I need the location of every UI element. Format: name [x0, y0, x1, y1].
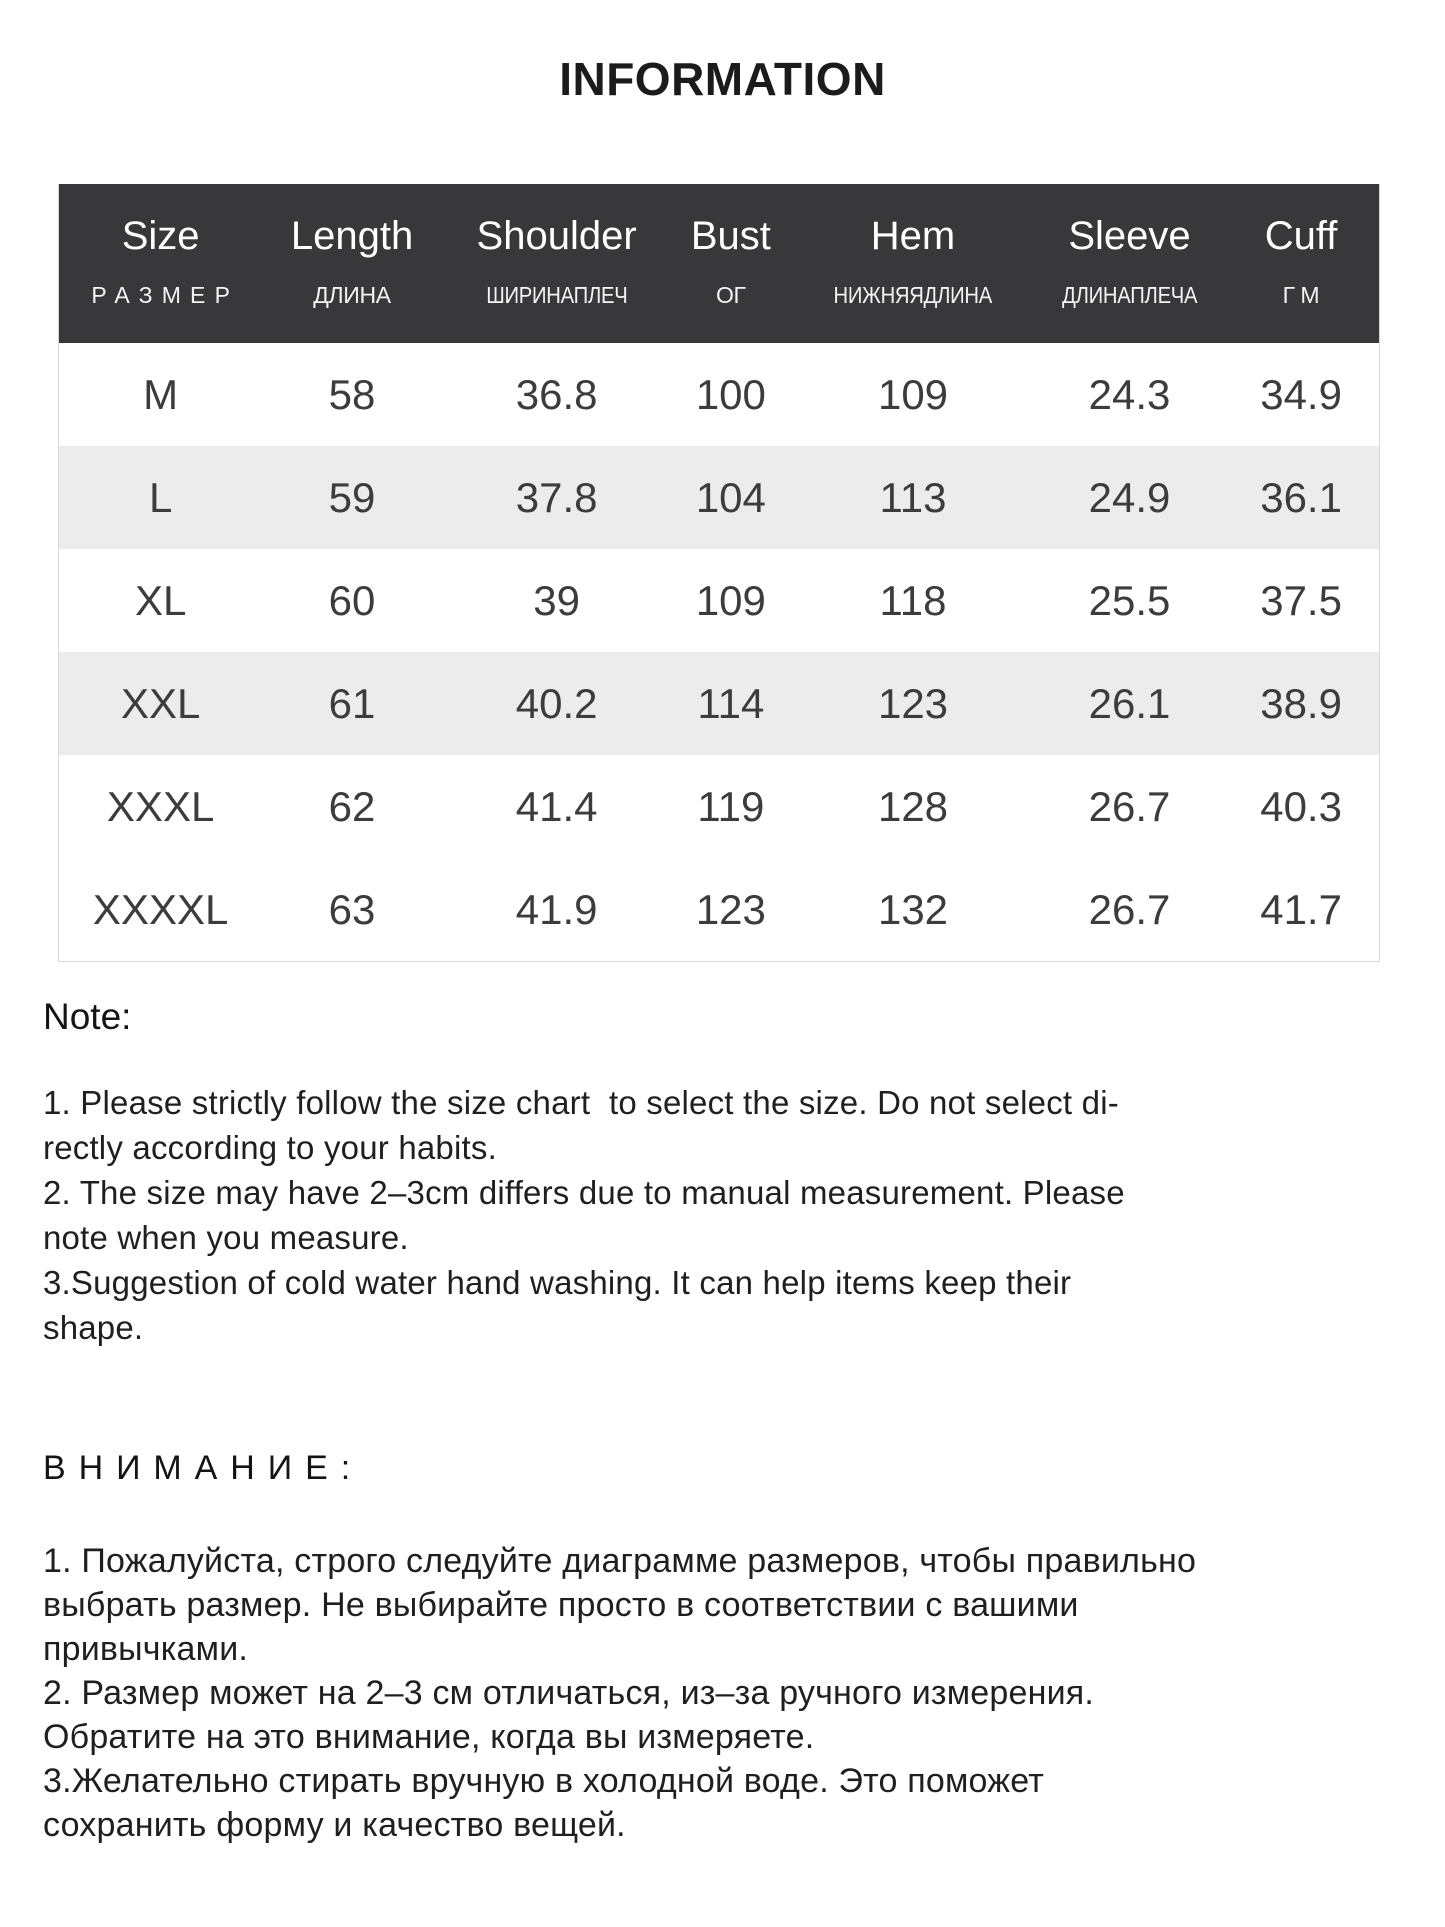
value-cell: 132 [877, 885, 949, 933]
table-row-l [59, 446, 1379, 549]
note-line: 1. Пожалуйста, строго следуйте диаграмме размеров, чтобы правильно [43, 1542, 1197, 1580]
note-line: rectly according to your habits. [43, 1129, 497, 1166]
note-line: выбрать размер. Не выбирайте просто в соответствии с вашими [43, 1586, 1079, 1624]
note-line: shape. [43, 1309, 144, 1346]
value-cell: 26.1 [1088, 679, 1171, 727]
notes-heading-en: Note: [43, 996, 132, 1037]
column-header-length [262, 184, 442, 343]
column-header-cuff [1223, 184, 1379, 343]
header-label-ru: ОГ [715, 282, 746, 308]
value-cell: 61 [328, 679, 376, 727]
table-row-xl [59, 549, 1379, 652]
note-line: 2. Размер может на 2–3 см отличаться, из–за ручного измерения. [43, 1674, 1095, 1712]
value-cell: 36.8 [515, 370, 598, 418]
value-cell: 63 [328, 885, 376, 933]
value-cell: 36.1 [1260, 473, 1342, 521]
value-cell: 25.5 [1088, 576, 1171, 624]
header-label-en: Bust [690, 214, 771, 258]
value-cell: 41.9 [515, 885, 598, 933]
note-line: Обратите на это внимание, когда вы измеряете. [43, 1718, 815, 1756]
value-cell: 58 [328, 370, 376, 418]
header-label-ru: ШИРИНАПЛЕЧ [486, 282, 628, 308]
value-cell: 109 [877, 370, 949, 418]
value-cell: 41.4 [515, 782, 598, 830]
value-cell: 59 [328, 473, 376, 521]
note-line: note when you measure. [43, 1219, 409, 1256]
value-cell: 37.8 [515, 473, 598, 521]
header-label-ru: НИЖНЯЯДЛИНА [833, 282, 993, 308]
size-chart [59, 184, 1379, 961]
table-row-xxxxl [59, 858, 1379, 961]
column-header-size [59, 184, 262, 343]
value-cell: 37.5 [1260, 576, 1342, 624]
value-cell: 26.7 [1088, 782, 1171, 830]
header-label-en: Length [290, 214, 414, 258]
table-body [59, 343, 1379, 961]
value-cell: 104 [695, 473, 766, 521]
size-cell: XL [134, 576, 187, 624]
table-row-xxl [59, 652, 1379, 755]
table-row-m [59, 343, 1379, 446]
value-cell: 38.9 [1260, 679, 1342, 727]
column-header-shoulder [442, 184, 672, 343]
column-header-hem [790, 184, 1036, 343]
header-label-ru: ДЛИНА [313, 282, 391, 308]
header-label-en: Size [121, 214, 200, 258]
note-line: 1. Please strictly follow the size chart to select the size. Do not select di- [43, 1084, 1119, 1121]
size-cell: XXXL [106, 782, 215, 830]
value-cell: 41.7 [1260, 885, 1342, 933]
value-cell: 24.9 [1088, 473, 1171, 521]
value-cell: 109 [695, 576, 766, 624]
value-cell: 39 [533, 576, 580, 624]
notes-section-en [43, 995, 1393, 1350]
value-cell: 26.7 [1088, 885, 1171, 933]
value-cell: 60 [328, 576, 376, 624]
size-cell: XXL [120, 679, 201, 727]
notes-section-ru [43, 1446, 1403, 1847]
page-title: INFORMATION [559, 53, 886, 105]
size-cell: L [148, 473, 173, 521]
value-cell: 123 [877, 679, 949, 727]
header-label-en: Hem [870, 214, 956, 258]
header-label-ru: РАЗМЕР [91, 282, 240, 308]
header-label-en: Cuff [1264, 214, 1338, 258]
value-cell: 113 [879, 473, 947, 521]
value-cell: 34.9 [1260, 370, 1342, 418]
notes-heading-ru: ВНИМАНИЕ: [43, 1449, 364, 1487]
size-cell: M [143, 370, 179, 418]
header-label-ru: ГМ [1282, 282, 1326, 308]
value-cell: 118 [879, 576, 947, 624]
header-label-ru: ДЛИНАПЛЕЧА [1061, 282, 1198, 308]
value-cell: 119 [697, 782, 765, 830]
header-label-en: Shoulder [476, 214, 637, 258]
note-line: 3.Желательно стирать вручную в холодной воде. Это поможет [43, 1762, 1044, 1800]
table-row-xxxl [59, 755, 1379, 858]
note-line: 3.Suggestion of cold water hand washing. It can help items keep their [43, 1264, 1072, 1301]
value-cell: 128 [877, 782, 949, 830]
header-row [59, 184, 1379, 343]
column-header-sleeve [1036, 184, 1223, 343]
value-cell: 100 [695, 370, 766, 418]
size-chart-table [58, 184, 1380, 962]
value-cell: 40.2 [515, 679, 598, 727]
header-label-en: Sleeve [1068, 214, 1191, 258]
value-cell: 114 [697, 679, 765, 727]
value-cell: 40.3 [1260, 782, 1342, 830]
value-cell: 123 [695, 885, 766, 933]
table-header [59, 184, 1379, 343]
value-cell: 62 [328, 782, 376, 830]
note-line: привычками. [43, 1630, 249, 1668]
note-line: сохранить форму и качество вещей. [43, 1806, 626, 1844]
size-cell: XXXXL [92, 885, 229, 933]
value-cell: 24.3 [1088, 370, 1171, 418]
column-header-bust [671, 184, 790, 343]
note-line: 2. The size may have 2–3cm differs due to manual measurement. Please [43, 1174, 1125, 1211]
